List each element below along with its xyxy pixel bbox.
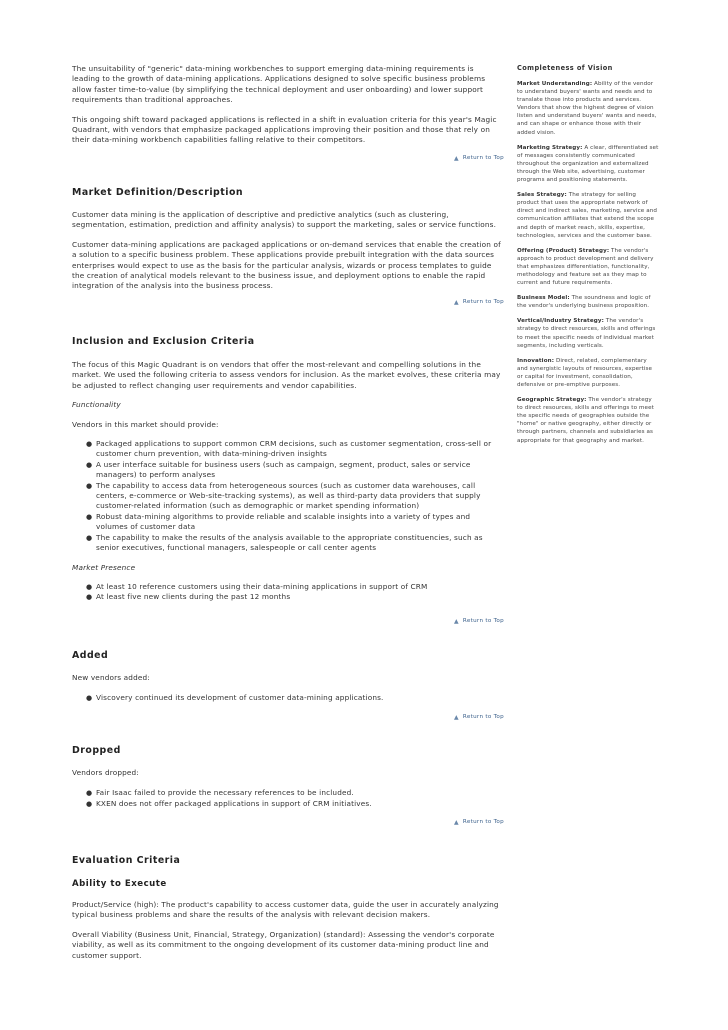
inclusion-section [72,336,504,603]
intro-section [72,64,504,155]
bullet-icon: ● [86,582,93,591]
sidebar-item: Sales Strategy: The strategy for selling product that uses the appropriate network of direct and indirect sales, marketing, service and communication affiliates that extend the scope and depth of market reach, skills, expertise, technologies, services and the customer base. [517,192,658,239]
return-to-top-label: Return to Top [462,714,504,720]
list-item: ● At least five new clients during the past 12 months [86,592,291,602]
dropped-list [72,788,504,809]
bullet-icon: ● [86,512,93,521]
bullet-icon: ● [86,799,93,808]
return-to-top-link[interactable] [72,712,504,722]
list-item: ● Fair Isaac failed to provide the necessary references to be included. [86,788,354,798]
market-presence-label: Market Presence [72,562,136,572]
bullet-icon: ● [86,481,93,490]
added-intro: New vendors added: [72,673,150,682]
return-to-top-link[interactable] [72,616,504,626]
list-item: ● A user interface suitable for business users (such as campaign, segment, product, sales or service managers) to perform analyses [86,459,471,480]
sidebar-item: Market Understanding: Ability of the vendor to understand buyers' wants and needs and to translate those into products and services. Vendors that show the highest degree of vision listen and understand buyers' wants and needs, and can shape or enhance those with their added vision. [517,81,657,136]
market-definition-paragraph-2: Customer data-mining applications are packaged applications or on-demand services that enable the creation of a solution to a specific business problem. These applications provide prebuilt integration with the data sources enterprises would expect to use as the basis for the particular analysis, wizards or process templates to guide the creation of analytical models relevant to the business issue, and deployment options to enable the rapid integration of the analysis into the business process. [72,239,501,291]
return-to-top-link[interactable] [72,297,504,307]
market-definition-section [72,187,504,301]
sidebar [517,64,659,452]
intro-paragraph-2: This ongoing shift toward packaged applications is reflected in a shift in evaluation criteria for this year's Magic Quadrant, with vendors that emphasize packaged applications improving their position and those that rely on their data-mining workbench capabilities falling relative to their competitors. [72,114,497,145]
return-to-top-label: Return to Top [462,618,504,624]
list-item: ● Viscovery continued its development of customer data-mining applications. [86,693,384,703]
up-arrow-icon: ▲ [454,818,459,826]
market-presence-list [72,582,504,603]
sidebar-item: Innovation: Direct, related, complementary and synergistic layouts of resources, expertise or capital for investment, consolidation, defensive or pre-emptive purposes. [517,357,653,388]
list-item: ● KXEN does not offer packaged applications in support of CRM initiatives. [86,798,372,808]
up-arrow-icon: ▲ [454,617,459,625]
up-arrow-icon: ▲ [454,713,459,721]
up-arrow-icon: ▲ [454,298,459,306]
return-to-top-link[interactable] [72,153,504,163]
intro-paragraph-1: The unsuitability of "generic" data-mining workbenches to support emerging data-mining requirements is leading to the growth of data-mining applications. Applications designed to solve specific business problems allow faster time-to-value (by simplifying the technical deployment and user onboarding) and lower support requirements than traditional approaches. [72,64,486,105]
bullet-icon: ● [86,440,93,449]
added-list [72,693,504,703]
evaluation-paragraph-1: Product/Service (high): The product's capability to access customer data, guide the user in accurately analyzing typical business problems and share the results of the analysis with relevant decision makers. [72,900,499,920]
list-item: ● Packaged applications to support common CRM decisions, such as customer segmentation, cross-sell or customer churn prevention, with data-mining-driven insights [86,439,492,459]
bullet-icon: ● [86,789,93,798]
functionality-list [72,439,504,553]
sidebar-item: Business Model: The soundness and logic of the vendor's underlying business proposition. [517,295,651,310]
functionality-intro: Vendors in this market should provide: [72,419,219,429]
return-to-top-link[interactable] [72,817,504,827]
bullet-icon: ● [86,533,93,542]
functionality-label: Functionality [72,400,121,410]
added-section [72,650,504,704]
evaluation-paragraph-2: Overall Viability (Business Unit, Financial, Strategy, Organization) (standard): Assessing the vendor's corporate viability, as well as its commitment to the ongoing development of its customer data-mining product line and customer support. [72,929,495,960]
bullet-icon: ● [86,593,93,602]
list-item: ● Robust data-mining algorithms to provide reliable and scalable insights into a variety of types and volumes of customer data [86,511,471,532]
market-definition-heading: Market Definition/Description [72,187,244,198]
list-item: ● The capability to access data from heterogeneous sources (such as customer data warehouses, call centers, e-commerce or Web-site-tracking systems), as well as third-party data providers that supply customer-related information (such as demographic or market spending information) [86,480,481,511]
evaluation-heading: Evaluation Criteria [72,855,181,866]
return-to-top-label: Return to Top [462,155,504,161]
sidebar-item: Geographic Strategy: The vendor's strategy to direct resources, skills and offerings to meet the specific needs of geographies outside the "home" or native geography, either directly or through partners, channels and subsidiaries as appropriate for that geography and market. [517,397,654,444]
up-arrow-icon: ▲ [454,154,459,162]
bullet-icon: ● [86,460,93,469]
return-to-top-label: Return to Top [462,299,504,305]
dropped-intro: Vendors dropped: [72,768,139,777]
inclusion-heading: Inclusion and Exclusion Criteria [72,336,255,347]
list-item: ● The capability to make the results of the analysis available to the appropriate constituencies, such as senior executives, functional managers, salespeople or call center agents [86,532,483,553]
dropped-heading: Dropped [72,745,121,756]
ability-to-execute-heading: Ability to Execute [72,879,167,889]
evaluation-section [72,855,504,970]
inclusion-paragraph: The focus of this Magic Quadrant is on vendors that offer the most-relevant and compelling solutions in the market. We used the following criteria to assess vendors for inclusion. As the market evolves, these criteria may be adjusted to reflect changing user requirements and vendor capabilities. [72,360,501,390]
return-to-top-label: Return to Top [462,819,504,825]
sidebar-item: Vertical/Industry Strategy: The vendor's strategy to direct resources, skills and offerings to meet the specific needs of individual market segments, including verticals. [517,318,656,349]
list-item: ● At least 10 reference customers using their data-mining applications in support of CRM [86,581,428,591]
sidebar-item: Marketing Strategy: A clear, differentiated set of messages consistently communicated throughout the organization and externalized through the Web site, advertising, customer programs and positioning statements. [517,144,659,184]
market-definition-paragraph-1: Customer data mining is the application of descriptive and predictive analytics (such as clustering, segmentation, estimation, prediction and affinity analysis) to support the marketing, sales or service functions. [72,210,497,230]
sidebar-item: Offering (Product) Strategy: The vendor's approach to product development and delivery that emphasizes differentiation, functionality, methodology and feature set as they map to current and future requirements. [517,247,654,287]
sidebar-heading: Completeness of Vision [517,64,613,72]
bullet-icon: ● [86,694,93,703]
dropped-section [72,745,504,809]
added-heading: Added [72,650,109,661]
